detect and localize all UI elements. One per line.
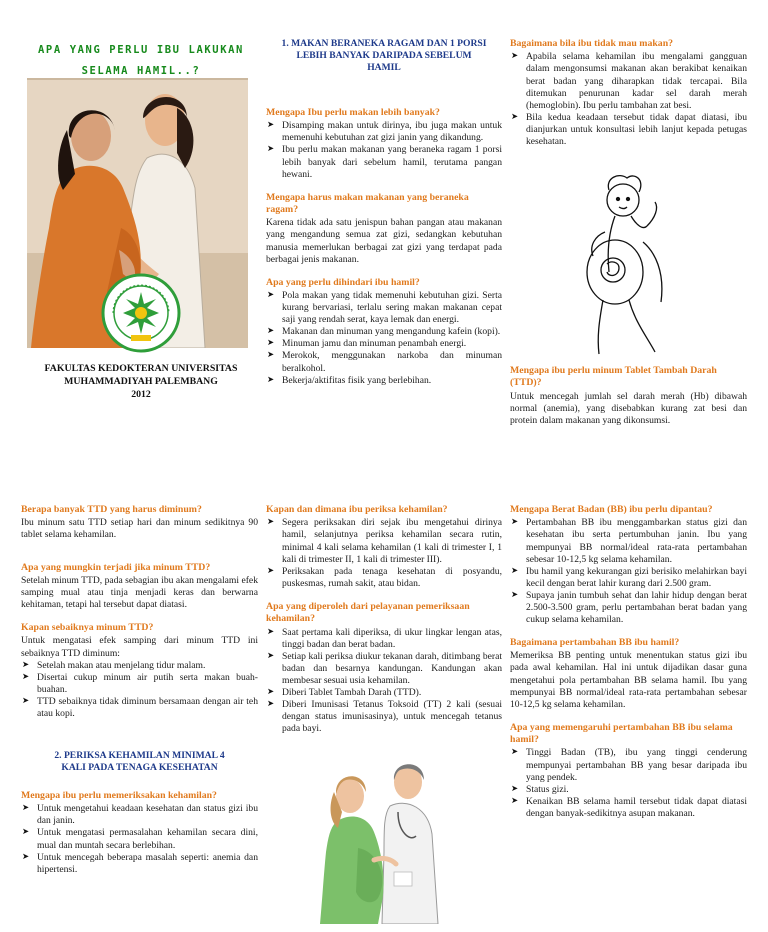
bullet-list xyxy=(21,660,258,720)
bullet-list xyxy=(510,747,747,819)
bullet-list xyxy=(510,517,747,626)
list-item: ➤ Diberi Imunisasi Tetanus Toksoid (TT) 2 kali (sesuai dengan status imunisasinya), untuk mencegah tetanus pada bayi. xyxy=(266,699,502,735)
section-title: Apa yang diperoleh dari pelayanan pemeriksaan kehamilan? xyxy=(266,600,470,625)
panel-berat-badan xyxy=(510,504,747,820)
section-heading-1: 1. MAKAN BERANEKA RAGAM DAN 1 PORSI LEBIH BANYAK DARIPADA SEBELUM HAMIL xyxy=(281,38,487,73)
bullet-list xyxy=(266,517,502,589)
paragraph: Karena tidak ada satu jenispun bahan pangan atau makanan yang mengandung semua zat gizi, sedangkan kebutuhan manusia memerlukan berbagai zat gizi yang terdapat pada berbagai jenis makanan. xyxy=(266,217,502,265)
list-item: ➤ Saat pertama kali diperiksa, di ukur lingkar lengan atas, tinggi badan dan berat badan. xyxy=(266,627,502,651)
list-item: ➤ Segera periksakan diri sejak ibu mengetahui dirinya hamil, selanjutnya periksa kehamilan secara rutin, minimal 4 kali selama kehamilan (1 kali di trimester I, 1 kali di trimester II, 1 kali di trimester III). xyxy=(266,517,502,565)
panel-tidak-mau-makan xyxy=(510,38,747,148)
cover-title-line2: SELAMA HAMIL..? xyxy=(81,65,201,77)
section-title: Bagaimana bila ibu tidak mau makan? xyxy=(510,38,674,49)
list-item: ➤ Makanan dan minuman yang mengandung kafein (kopi). xyxy=(266,326,502,338)
list-item: ➤ Disertai cukup minum air putih serta makan buah-buahan. xyxy=(21,672,258,696)
bullet-list xyxy=(510,51,747,148)
cover-panel xyxy=(27,40,255,82)
list-item: ➤ Ibu hamil yang kekurangan gizi berisiko melahirkan bayi kecil dengan berat lahir kurang dari 2.500 gram. xyxy=(510,566,747,590)
list-item: ➤ Setelah makan atau menjelang tidur malam. xyxy=(21,660,258,672)
section-title: Kapan sebaiknya minum TTD? xyxy=(21,622,154,634)
section-title: Kapan dan dimana ibu periksa kehamilan? xyxy=(266,504,448,515)
doctor-examining-pregnant-woman-illustration xyxy=(312,752,448,924)
paragraph: Memeriksa BB penting untuk menentukan status gizi ibu pada awal kehamilan. Hal ini untuk dijadikan dasar guna mengetahui pola pertambahan BB selama hamil. Ibu yang mempunyai BB normal/ideal rata-rata pertambahan sebesar 10-12,5 kg selama kehamilan. xyxy=(510,650,747,710)
list-item: ➤ Kenaikan BB selama hamil tersebut tidak dapat diatasi dengan banyak-sedikitnya asupan makanan. xyxy=(510,796,747,820)
faculty-name-line1: FAKULTAS KEDOKTERAN UNIVERSITAS xyxy=(44,363,238,374)
list-item: ➤ TTD sebaiknya tidak diminum bersamaan dengan air teh atau kopi. xyxy=(21,696,258,720)
paragraph: Untuk mengatasi efek samping dari minum TTD ini sebaiknya TTD diminum: xyxy=(21,635,258,659)
section-title: Mengapa ibu perlu minum Tablet Tambah Darah (TTD)? xyxy=(510,365,717,389)
section-heading-2: 2. PERIKSA KEHAMILAN MINIMAL 4 KALI PADA TENAGA KESEHATAN xyxy=(54,749,225,773)
list-item: ➤ Setiap kali periksa diukur tekanan darah, ditimbang berat badan dan besarnya kandungan. Kandungan akan membesar sesuai usia kehamilan. xyxy=(266,651,502,687)
list-item: ➤ Disamping makan untuk dirinya, ibu juga makan untuk memenuhi kebutuhan zat gizi janin yang dikandung. xyxy=(266,120,502,144)
list-item: ➤ Pola makan yang tidak memenuhi kebutuhan gizi. Serta kurang bervariasi, terlalu sering makan makanan cepat saji yang rendah serat, kaya lemak dan energi. xyxy=(266,290,502,326)
panel-ttd-why xyxy=(510,365,747,427)
section-title: Apa yang mungkin terjadi jika minum TTD? xyxy=(21,561,211,573)
panel-makan-beraneka-ragam xyxy=(266,38,502,387)
publication-year: 2012 xyxy=(131,389,151,401)
faculty-name-line2: MUHAMMADIYAH PALEMBANG xyxy=(64,376,218,388)
list-item: ➤ Supaya janin tumbuh sehat dan lahir hidup dengan berat 2.500-3.500 gram, perlu pertambahan berat badan yang cukup selama kehamilan. xyxy=(510,590,747,626)
list-item: ➤ Minuman jamu dan minuman penambah energi. xyxy=(266,338,502,350)
paragraph: Ibu minum satu TTD setiap hari dan minum sedikitnya 90 tablet selama kehamilan. xyxy=(21,517,258,541)
list-item: ➤ Merokok, menggunakan narkoba dan minuman beralkohol. xyxy=(266,350,502,374)
bullet-list xyxy=(266,290,502,387)
list-item: ➤ Untuk mencegah beberapa masalah seperti: anemia dan hipertensi. xyxy=(21,852,258,876)
list-item: ➤ Untuk mengetahui keadaan kesehatan dan status gizi ibu dan janin. xyxy=(21,803,258,827)
list-item: ➤ Bila kedua keadaan tersebut tidak dapat diatasi, ibu dianjurkan untuk konsultasi lebih lanjut kepada petugas kesehatan. xyxy=(510,112,747,148)
bullet-list xyxy=(21,803,258,875)
bullet-list xyxy=(266,627,502,736)
paragraph: Setelah minum TTD, pada sebagian ibu akan mengalami efek samping mual atau tinja menjadi keras dan berwarna kehitaman, tetapi hal tersebut dapat diatasi. xyxy=(21,574,258,610)
section-title: Berapa banyak TTD yang harus diminum? xyxy=(21,504,202,515)
section-title: Apa yang memengaruhi pertambahan BB ibu selama hamil? xyxy=(510,721,733,746)
section-title: Mengapa Berat Badan (BB) ibu perlu dipantau? xyxy=(510,504,713,515)
list-item: ➤ Diberi Tablet Tambah Darah (TTD). xyxy=(266,687,502,699)
university-seal-logo xyxy=(101,273,181,353)
paragraph: Untuk mencegah jumlah sel darah merah (Hb) dibawah normal (anemia), yang disebabkan kurang zat besi dan protein dalam makanan yang dikonsumsi. xyxy=(510,390,747,426)
list-item: ➤ Status gizi. xyxy=(510,784,747,796)
panel-ttd-details xyxy=(21,504,258,876)
cover-title-line1: APA YANG PERLU IBU LAKUKAN xyxy=(38,44,244,56)
section-title: Apa yang perlu dihindari ibu hamil? xyxy=(266,276,420,288)
list-item: ➤ Ibu perlu makan makanan yang beraneka ragam 1 porsi lebih banyak dari sebelum hamil, terutama pangan hewani. xyxy=(266,144,502,180)
list-item: ➤ Tinggi Badan (TB), ibu yang tinggi cenderung mempunyai pertambahan BB yang besar daripada ibu yang pendek. xyxy=(510,747,747,783)
cover-title xyxy=(27,40,255,82)
section-title: Mengapa harus makan makanan yang beraneka ragam? xyxy=(266,191,469,216)
list-item: ➤ Apabila selama kehamilan ibu mengalami gangguan dalam mengonsumsi makanan akan berakibat kenaikan berat badan yang diharapkan tidak tercapai. Bila ditemukan penurunan kadar sel darah merah (hemoglobin). Ibu perlu tambahan zat besi. xyxy=(510,51,747,111)
panel-periksa-kehamilan xyxy=(266,504,502,735)
bullet-list xyxy=(266,120,502,180)
faculty-block xyxy=(27,362,255,402)
list-item: ➤ Bekerja/aktifitas fisik yang berlebihan. xyxy=(266,375,502,387)
list-item: ➤ Periksakan pada tenaga kesehatan di posyandu, puskesmas, rumah sakit, atau bidan. xyxy=(266,566,502,590)
section-title: Bagaimana pertambahan BB ibu hamil? xyxy=(510,637,680,649)
list-item: ➤ Pertambahan BB ibu menggambarkan status gizi dan kesehatan ibu serta pertumbuhan janin. Ibu yang mempunyai BB normal/ideal rata-rata pertambahan sebesar 10-12,5 kg selama kehamilan. xyxy=(510,517,747,565)
pregnant-woman-sketch-illustration xyxy=(575,172,687,357)
list-item: ➤ Untuk mengatasi permasalahan kehamilan secara dini, mual dan muntah secara berlebihan. xyxy=(21,827,258,851)
section-title: Mengapa Ibu perlu makan lebih banyak? xyxy=(266,106,440,118)
section-title: Mengapa ibu perlu memeriksakan kehamilan? xyxy=(21,789,217,801)
